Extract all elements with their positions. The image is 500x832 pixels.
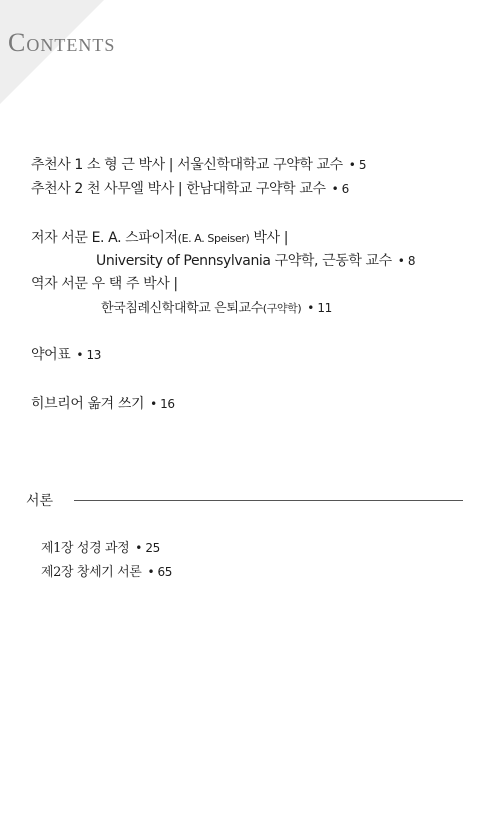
toc-entry-page: • 16 — [150, 397, 175, 411]
toc-entry-author-preface-cont[interactable] — [96, 252, 415, 270]
section-divider — [74, 500, 463, 501]
toc-entry-page: • 13 — [76, 348, 101, 362]
toc-entry-text: 추천사 2 천 사무엘 박사 | 한남대학교 구약학 교수 — [31, 181, 326, 197]
toc-entry-text: University of Pennsylvania 구약학, 근동학 교수 — [96, 253, 392, 269]
toc-entry-text: 제2장 창세기 서론 — [41, 565, 142, 580]
toc-entry-author-preface[interactable] — [31, 229, 288, 248]
toc-entry-text: 박사 | — [249, 230, 289, 246]
toc-entry-text-small: (구약학) — [262, 302, 302, 315]
toc-entry-foreword-1[interactable] — [31, 156, 366, 174]
toc-entry-abbreviations[interactable] — [31, 346, 101, 364]
toc-entry-text: 히브리어 옮겨 쓰기 — [31, 396, 145, 412]
toc-entry-text: 제1장 성경 과정 — [41, 541, 130, 556]
toc-entry-text: 약어표 — [31, 347, 71, 363]
toc-entry-chapter-1[interactable] — [41, 539, 160, 558]
toc-entry-page: • 8 — [397, 254, 416, 268]
toc-entry-page: • 11 — [307, 301, 332, 315]
page-title: Contents — [8, 28, 116, 57]
toc-entry-translator-preface-cont[interactable] — [101, 299, 332, 318]
toc-entry-text-small: (E. A. Speiser) — [177, 232, 250, 245]
toc-entry-text: 추천사 1 소 형 근 박사 | 서울신학대학교 구약학 교수 — [31, 157, 343, 173]
toc-entry-text: 역자 서문 우 택 주 박사 | — [31, 276, 178, 292]
toc-entry-page: • 65 — [147, 565, 173, 579]
section-heading-introduction: 서론 — [26, 493, 54, 509]
toc-entry-text: 저자 서문 E. A. 스파이저 — [31, 230, 178, 246]
toc-entry-hebrew-transliteration[interactable] — [31, 395, 175, 413]
toc-entry-foreword-2[interactable] — [31, 180, 349, 198]
toc-entry-translator-preface[interactable] — [31, 275, 178, 293]
toc-entry-page: • 6 — [331, 182, 349, 196]
toc-entry-text: 한국침례신학대학교 은퇴교수 — [101, 301, 263, 316]
toc-entry-page: • 5 — [348, 158, 367, 172]
toc-entry-page: • 25 — [135, 541, 160, 555]
toc-entry-chapter-2[interactable] — [41, 563, 172, 582]
